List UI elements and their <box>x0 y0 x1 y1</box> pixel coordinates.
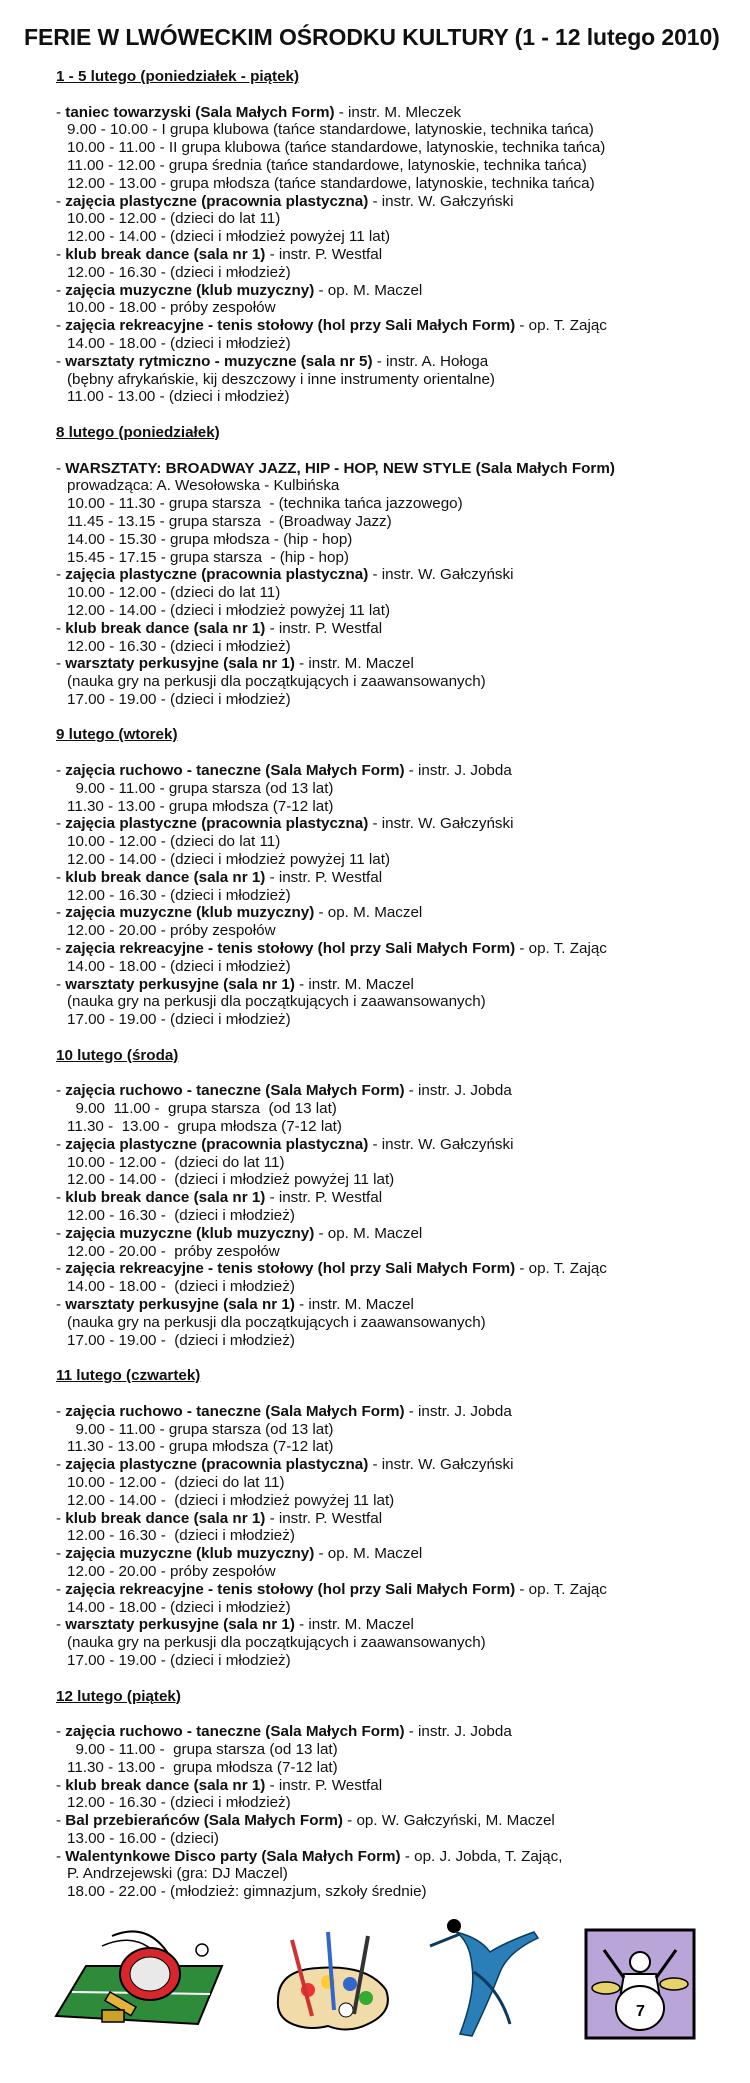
activity-detail: 11.00 - 13.00 - (dzieci i młodzież) <box>67 388 290 406</box>
activity-detail: 9.00 - 11.00 - grupa starsza (od 13 lat) <box>67 1420 334 1438</box>
activity-name: klub break dance (sala nr 1) <box>65 619 266 637</box>
activity-detail: 11.45 - 13.15 - grupa starsza - (Broadway Jazz) <box>67 512 392 530</box>
activity-detail: 12.00 - 20.00 - próby zespołów <box>67 922 276 940</box>
activity-item: - klub break dance (sala nr 1) - instr. P. Westfal <box>56 619 383 637</box>
activity-name: zajęcia plastyczne (pracownia plastyczna) <box>65 815 369 833</box>
activity-item: - zajęcia rekreacyjne - tenis stołowy (hol przy Sali Małych Form) - op. T. Zając <box>56 1580 607 1598</box>
section-gap <box>56 1670 736 1688</box>
activity-leader: - instr. A. Hołoga <box>372 352 489 370</box>
activity-detail: P. Andrzejewski (gra: DJ Maczel) <box>67 1865 288 1883</box>
activity-name: taniec towarzyski (Sala Małych Form) <box>65 103 335 121</box>
ping-pong-icon <box>52 1920 232 2040</box>
activity-detail: 11.30 - 13.00 - grupa młodsza (7-12 lat) <box>67 1438 334 1456</box>
activity-item: - taniec towarzyski (Sala Małych Form) - instr. M. Mleczek <box>56 103 462 121</box>
activity-item: - zajęcia plastyczne (pracownia plastyczna) - instr. W. Gałczyński <box>56 566 514 584</box>
activity-item: - klub break dance (sala nr 1) - instr. P. Westfal <box>56 245 383 263</box>
activity-name: zajęcia ruchowo - taneczne (Sala Małych Form) <box>65 1082 405 1100</box>
activity-name: warsztaty rytmiczno - muzyczne (sala nr 5) <box>65 352 373 370</box>
activity-detail: 12.00 - 14.00 - (dzieci i młodzież powyżej 11 lat) <box>67 1491 395 1509</box>
activity-name: WARSZTATY: BROADWAY JAZZ, HIP - HOP, NEW STYLE (Sala Małych Form) <box>65 459 615 477</box>
activity-name: zajęcia plastyczne (pracownia plastyczna) <box>65 1135 369 1153</box>
activity-detail: 17.00 - 19.00 - (dzieci i młodzież) <box>67 690 291 708</box>
activity-name: klub break dance (sala nr 1) <box>65 245 266 263</box>
activity-item: - zajęcia rekreacyjne - tenis stołowy (hol przy Sali Małych Form) - op. T. Zając <box>56 940 607 958</box>
activity-detail: 9.00 - 10.00 - I grupa klubowa (tańce standardowe, latynoskie, technika tańca) <box>67 121 594 139</box>
activity-leader: - op. M. Maczel <box>314 281 423 299</box>
activity-item: - klub break dance (sala nr 1) - instr. P. Westfal <box>56 868 383 886</box>
activity-detail: 12.00 - 14.00 - (dzieci i młodzież powyżej 11 lat) <box>67 601 391 619</box>
activity-name: zajęcia muzyczne (klub muzyczny) <box>65 1545 315 1563</box>
activity-leader: - instr. P. Westfal <box>265 868 383 886</box>
activity-item: - zajęcia plastyczne (pracownia plastyczna) - instr. W. Gałczyński <box>56 1135 514 1153</box>
activity-detail: (nauka gry na perkusji dla początkujących i zaawansowanych) <box>67 1313 486 1331</box>
activity-item: - zajęcia muzyczne (klub muzyczny) - op. M. Maczel <box>56 281 423 299</box>
activity-detail: (bębny afrykańskie, kij deszczowy i inne instrumenty orientalne) <box>67 370 495 388</box>
activity-detail: 12.00 - 14.00 - (dzieci i młodzież powyżej 11 lat) <box>67 228 391 246</box>
activity-item: - klub break dance (sala nr 1) - instr. P. Westfal <box>56 1776 383 1794</box>
activity-item: - warsztaty perkusyjne (sala nr 1) - instr. M. Maczel <box>56 1295 414 1313</box>
activity-leader: - op. T. Zając <box>515 317 607 335</box>
activity-item: - zajęcia ruchowo - taneczne (Sala Małych Form) - instr. J. Jobda <box>56 762 512 780</box>
activity-detail: 12.00 - 20.00 - próby zespołów <box>67 1242 280 1260</box>
activity-leader: - instr. M. Maczel <box>294 655 414 673</box>
activity-item: - zajęcia plastyczne (pracownia plastyczna) - instr. W. Gałczyński <box>56 192 514 210</box>
activity-leader: - instr. W. Gałczyński <box>368 1456 514 1474</box>
activity-item: - zajęcia plastyczne (pracownia plastyczna) - instr. W. Gałczyński <box>56 1456 514 1474</box>
activity-detail: 12.00 - 14.00 - (dzieci i młodzież powyżej 11 lat) <box>67 851 391 869</box>
activity-detail: 10.00 - 12.00 - (dzieci do lat 11) <box>67 584 281 602</box>
activity-name: zajęcia plastyczne (pracownia plastyczna) <box>65 1456 369 1474</box>
section-gap <box>56 709 736 727</box>
activity-item: - zajęcia plastyczne (pracownia plastyczna) - instr. W. Gałczyński <box>56 815 514 833</box>
activity-name: zajęcia plastyczne (pracownia plastyczna) <box>65 566 369 584</box>
schedule-section <box>56 424 736 709</box>
activity-detail: 10.00 - 12.00 - (dzieci do lat 11) <box>67 210 281 228</box>
activity-detail: 12.00 - 13.00 - grupa młodsza (tańce standardowe, latynoskie, technika tańca) <box>67 174 595 192</box>
activity-name: warsztaty perkusyjne (sala nr 1) <box>65 975 295 993</box>
activity-detail: 11.00 - 12.00 - grupa średnia (tańce standardowe, latynoskie, technika tańca) <box>67 156 587 174</box>
activity-leader: - instr. J. Jobda <box>404 1402 512 1420</box>
activity-detail: 11.30 - 13.00 - grupa młodsza (7-12 lat) <box>67 797 334 815</box>
activity-item: - zajęcia muzyczne (klub muzyczny) - op. M. Maczel <box>56 1224 423 1242</box>
activity-leader: - op. J. Jobda, T. Zając, <box>400 1847 563 1865</box>
svg-text:7: 7 <box>636 2003 645 2020</box>
activity-detail: 14.00 - 15.30 - grupa młodsza - (hip - hop) <box>67 530 353 548</box>
section-heading: 1 - 5 lutego (poniedziałek - piątek) <box>56 68 300 85</box>
activity-item: - zajęcia muzyczne (klub muzyczny) - op. M. Maczel <box>56 1545 423 1563</box>
schedule-content <box>56 68 736 1901</box>
activity-name: zajęcia rekreacyjne - tenis stołowy (hol przy Sali Małych Form) <box>65 317 516 335</box>
activity-name: klub break dance (sala nr 1) <box>65 1509 266 1527</box>
activity-leader: - instr. P. Westfal <box>265 1776 383 1794</box>
paint-palette-icon <box>268 1930 398 2040</box>
activity-detail: 11.30 - 13.00 - grupa młodsza (7-12 lat) <box>67 1758 338 1776</box>
section-heading: 12 lutego (piątek) <box>56 1687 181 1705</box>
activity-leader: - instr. W. Gałczyński <box>368 192 514 210</box>
activity-item: - zajęcia rekreacyjne - tenis stołowy (hol przy Sali Małych Form) - op. T. Zając <box>56 1260 607 1278</box>
activity-item: - zajęcia muzyczne (klub muzyczny) - op. M. Maczel <box>56 904 423 922</box>
activity-detail: 14.00 - 18.00 - (dzieci i młodzież) <box>67 334 291 352</box>
activity-leader: - instr. W. Gałczyński <box>368 815 514 833</box>
page-title: FERIE W LWÓWECKIM OŚRODKU KULTURY (1 - 12 lutego 2010) <box>24 24 720 50</box>
activity-item: - warsztaty perkusyjne (sala nr 1) - instr. M. Maczel <box>56 1616 414 1634</box>
activity-name: Walentynkowe Disco party (Sala Małych Form) <box>65 1847 401 1865</box>
section-heading: 11 lutego (czwartek) <box>56 1367 201 1385</box>
schedule-section <box>56 726 736 1029</box>
activity-name: zajęcia muzyczne (klub muzyczny) <box>65 1224 315 1242</box>
activity-detail: (nauka gry na perkusji dla początkujących i zaawansowanych) <box>67 1634 486 1652</box>
activity-detail: (nauka gry na perkusji dla początkujących i zaawansowanych) <box>67 993 486 1011</box>
activity-detail: 14.00 - 18.00 - (dzieci i młodzież) <box>67 1598 291 1616</box>
activity-name: klub break dance (sala nr 1) <box>65 868 266 886</box>
activity-name: zajęcia ruchowo - taneczne (Sala Małych Form) <box>65 762 405 780</box>
activity-item: - warsztaty perkusyjne (sala nr 1) - instr. M. Maczel <box>56 975 414 993</box>
activity-item: - WARSZTATY: BROADWAY JAZZ, HIP - HOP, NEW STYLE (Sala Małych Form) <box>56 459 615 477</box>
section-heading: 9 lutego (wtorek) <box>56 726 178 744</box>
activity-detail: 12.00 - 16.30 - (dzieci i młodzież) <box>67 1527 295 1545</box>
activity-leader: - instr. M. Mleczek <box>334 103 462 121</box>
activity-detail: 11.30 - 13.00 - grupa młodsza (7-12 lat) <box>67 1118 342 1136</box>
activity-item: - warsztaty perkusyjne (sala nr 1) - instr. M. Maczel <box>56 655 414 673</box>
activity-name: zajęcia plastyczne (pracownia plastyczna) <box>65 192 369 210</box>
activity-leader: - instr. J. Jobda <box>404 762 512 780</box>
activity-name: zajęcia rekreacyjne - tenis stołowy (hol przy Sali Małych Form) <box>65 1580 516 1598</box>
activity-detail: 9.00 - 11.00 - grupa starsza (od 13 lat) <box>67 1740 338 1758</box>
activity-detail: 17.00 - 19.00 - (dzieci i młodzież) <box>67 1011 291 1029</box>
activity-detail: prowadząca: A. Wesołowska - Kulbińska <box>67 477 340 495</box>
activity-name: zajęcia muzyczne (klub muzyczny) <box>65 904 315 922</box>
activity-item: - klub break dance (sala nr 1) - instr. P. Westfal <box>56 1509 383 1527</box>
activity-name: klub break dance (sala nr 1) <box>65 1776 266 1794</box>
activity-item: - Bal przebierańców (Sala Małych Form) - op. W. Gałczyński, M. Maczel <box>56 1812 555 1830</box>
activity-name: Bal przebierańców (Sala Małych Form) <box>65 1812 343 1830</box>
activity-name: warsztaty perkusyjne (sala nr 1) <box>65 1616 295 1634</box>
schedule-section <box>56 1047 736 1350</box>
activity-detail: 12.00 - 16.30 - (dzieci i młodzież) <box>67 1794 291 1812</box>
activity-item: - zajęcia rekreacyjne - tenis stołowy (hol przy Sali Małych Form) - op. T. Zając <box>56 317 607 335</box>
activity-detail: 9.00 11.00 - grupa starsza (od 13 lat) <box>67 1100 337 1118</box>
activity-detail: 14.00 - 18.00 - (dzieci i młodzież) <box>67 1278 295 1296</box>
activity-detail: 10.00 - 12.00 - (dzieci do lat 11) <box>67 1153 285 1171</box>
activity-item: - Walentynkowe Disco party (Sala Małych Form) - op. J. Jobda, T. Zając, <box>56 1847 563 1865</box>
activity-leader: - instr. J. Jobda <box>404 1082 512 1100</box>
schedule-section <box>56 68 736 406</box>
activity-name: zajęcia muzyczne (klub muzyczny) <box>65 281 315 299</box>
activity-detail: 17.00 - 19.00 - (dzieci i młodzież) <box>67 1651 291 1669</box>
activity-leader: - op. T. Zając <box>515 940 607 958</box>
activity-detail: 12.00 - 16.30 - (dzieci i młodzież) <box>67 637 291 655</box>
activity-leader: - instr. P. Westfal <box>265 1189 383 1207</box>
activity-leader: - instr. P. Westfal <box>265 1509 383 1527</box>
activity-detail: 17.00 - 19.00 - (dzieci i młodzież) <box>67 1331 295 1349</box>
activity-detail: 14.00 - 18.00 - (dzieci i młodzież) <box>67 957 291 975</box>
activity-detail: 12.00 - 16.30 - (dzieci i młodzież) <box>67 1207 295 1224</box>
activity-detail: 13.00 - 16.00 - (dzieci) <box>67 1829 219 1847</box>
activity-leader: - instr. W. Gałczyński <box>368 566 514 584</box>
activity-name: warsztaty perkusyjne (sala nr 1) <box>65 655 295 673</box>
activity-detail: 10.00 - 11.00 - II grupa klubowa (tańce standardowe, latynoskie, technika tańca) <box>67 139 606 157</box>
activity-leader: - op. T. Zając <box>515 1580 607 1598</box>
activity-name: warsztaty perkusyjne (sala nr 1) <box>65 1295 295 1313</box>
activity-detail: 10.00 - 18.00 - próby zespołów <box>67 299 276 317</box>
activity-leader: - instr. M. Maczel <box>294 1616 414 1634</box>
activity-leader: - op. T. Zając <box>515 1260 607 1278</box>
activity-leader: - op. M. Maczel <box>314 904 423 922</box>
activity-leader: - instr. W. Gałczyński <box>368 1135 514 1153</box>
activity-detail: 10.00 - 12.00 - (dzieci do lat 11) <box>67 1473 285 1491</box>
activity-item: - warsztaty rytmiczno - muzyczne (sala nr 5) - instr. A. Hołoga <box>56 352 489 370</box>
schedule-section <box>56 1367 736 1670</box>
dancer-icon <box>420 1912 550 2042</box>
section-gap <box>56 1349 736 1367</box>
activity-item: - klub break dance (sala nr 1) - instr. P. Westfal <box>56 1189 383 1207</box>
activity-leader: - instr. J. Jobda <box>404 1723 512 1741</box>
activity-detail: 10.00 - 12.00 - (dzieci do lat 11) <box>67 833 281 851</box>
activity-item: - zajęcia ruchowo - taneczne (Sala Małych Form) - instr. J. Jobda <box>56 1402 512 1420</box>
activity-detail: 9.00 - 11.00 - grupa starsza (od 13 lat) <box>67 779 334 797</box>
activity-name: zajęcia rekreacyjne - tenis stołowy (hol przy Sali Małych Form) <box>65 940 516 958</box>
activity-leader: - instr. P. Westfal <box>265 619 383 637</box>
activity-detail: (nauka gry na perkusji dla początkujących i zaawansowanych) <box>67 673 486 691</box>
schedule-section <box>56 1688 736 1902</box>
activity-detail: 12.00 - 14.00 - (dzieci i młodzież powyżej 11 lat) <box>67 1171 395 1189</box>
activity-leader: - op. W. Gałczyński, M. Maczel <box>342 1812 555 1830</box>
section-gap <box>56 1029 736 1047</box>
activity-detail: 12.00 - 16.30 - (dzieci i młodzież) <box>67 886 291 904</box>
activity-name: zajęcia ruchowo - taneczne (Sala Małych Form) <box>65 1723 405 1741</box>
activity-leader: - instr. M. Maczel <box>294 1295 414 1313</box>
activity-item: - zajęcia ruchowo - taneczne (Sala Małych Form) - instr. J. Jobda <box>56 1082 512 1100</box>
activity-leader: - op. M. Maczel <box>314 1545 423 1563</box>
section-gap <box>56 406 736 424</box>
activity-detail: 12.00 - 20.00 - próby zespołów <box>67 1562 276 1580</box>
activity-name: zajęcia rekreacyjne - tenis stołowy (hol przy Sali Małych Form) <box>65 1260 516 1278</box>
activity-leader: - instr. M. Maczel <box>294 975 414 993</box>
section-heading: 10 lutego (środa) <box>56 1046 179 1064</box>
activity-leader: - op. M. Maczel <box>314 1224 423 1242</box>
section-heading: 8 lutego (poniedziałek) <box>56 423 220 441</box>
activity-name: zajęcia ruchowo - taneczne (Sala Małych Form) <box>65 1402 405 1420</box>
drummer-icon <box>584 1928 696 2040</box>
activity-item: - zajęcia ruchowo - taneczne (Sala Małych Form) - instr. J. Jobda <box>56 1723 512 1741</box>
activity-detail: 15.45 - 17.15 - grupa starsza - (hip - hop) <box>67 548 349 566</box>
activity-detail: 10.00 - 11.30 - grupa starsza - (technika tańca jazzowego) <box>67 495 463 513</box>
activity-leader: - instr. P. Westfal <box>265 245 383 263</box>
activity-detail: 12.00 - 16.30 - (dzieci i młodzież) <box>67 263 291 281</box>
activity-name: klub break dance (sala nr 1) <box>65 1189 266 1207</box>
activity-detail: 18.00 - 22.00 - (młodzież: gimnazjum, szkoły średnie) <box>67 1883 427 1901</box>
